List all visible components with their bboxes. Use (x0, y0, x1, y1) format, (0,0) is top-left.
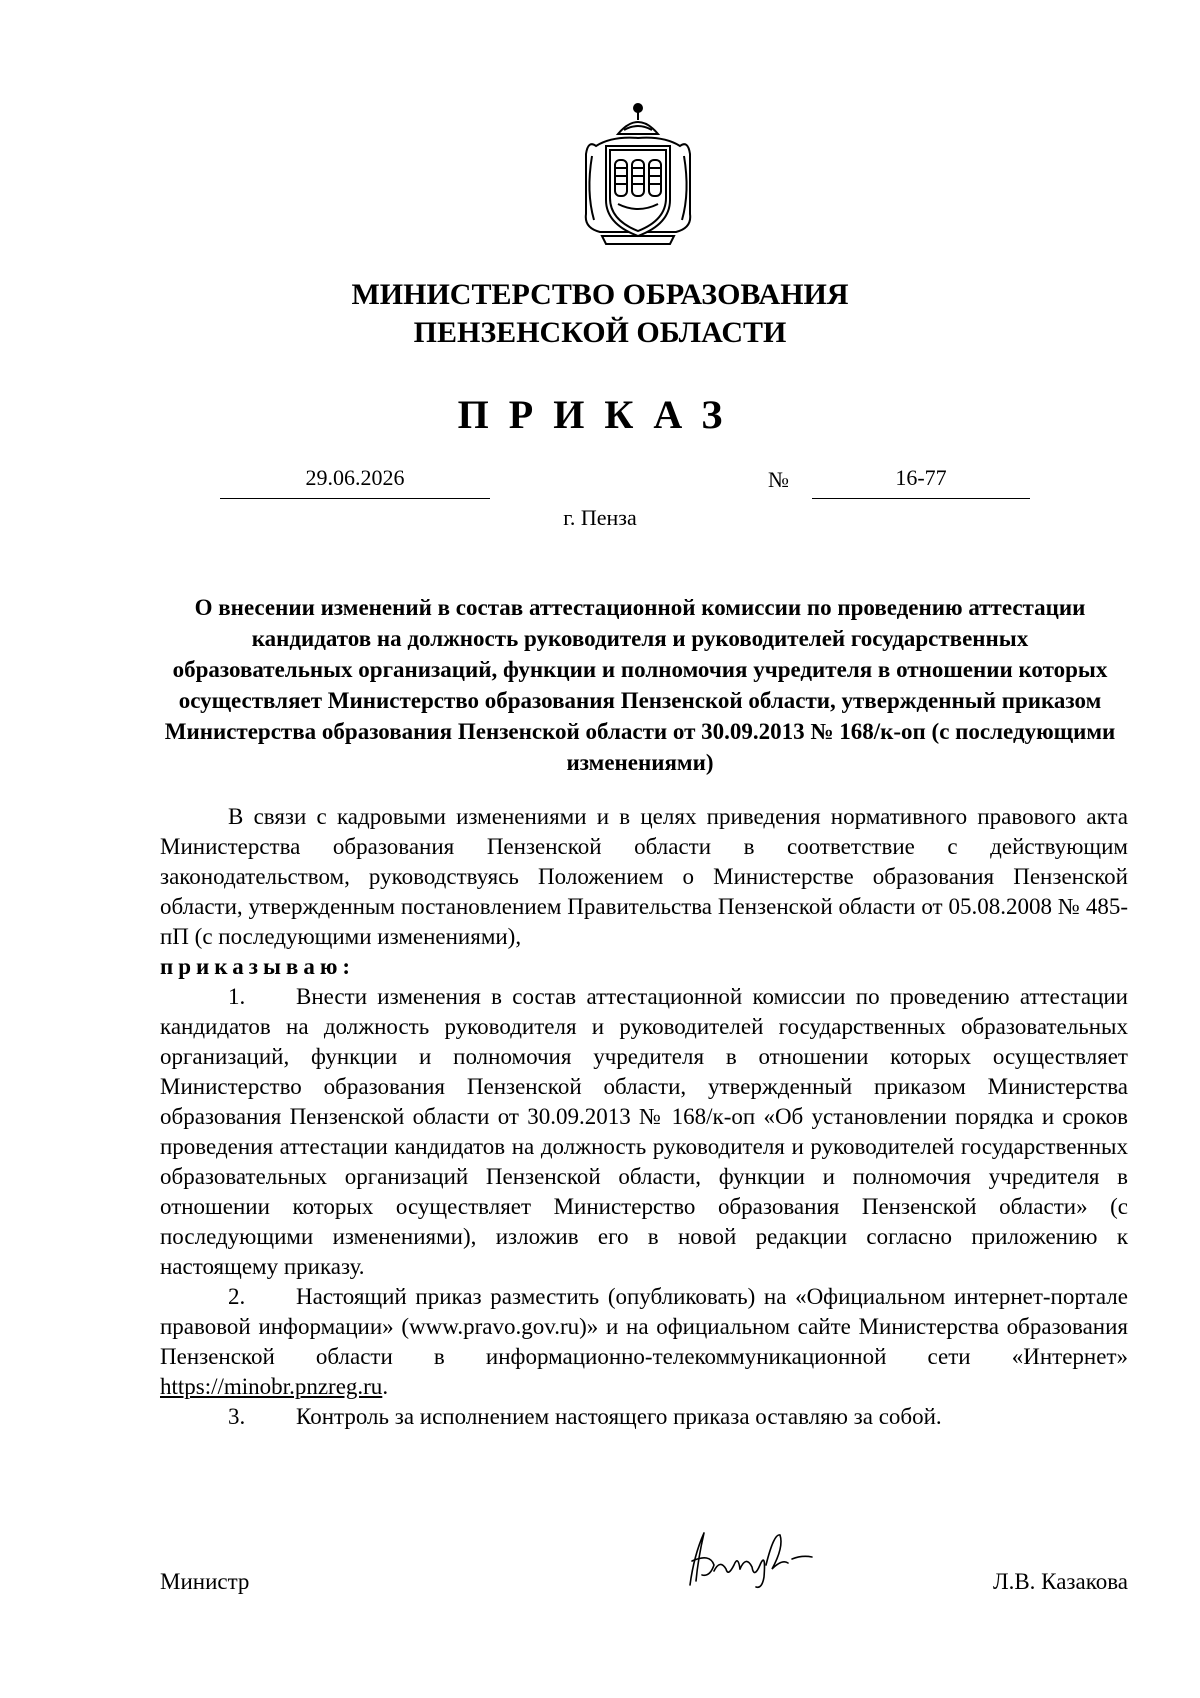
document-date: 29.06.2026 (220, 462, 490, 499)
ministry-name-line1: МИНИСТЕРСТВО ОБРАЗОВАНИЯ (351, 278, 849, 311)
order-word: приказываю: (160, 954, 356, 979)
signatory-name: Л.В. Казакова (992, 1569, 1128, 1594)
signatory-title: Министр (160, 1569, 250, 1594)
item-tail: . (382, 1374, 389, 1399)
document-number: 16-77 (812, 462, 1030, 499)
order-item-3 (160, 1402, 1128, 1432)
ministry-name-line2: ПЕНЗЕНСКОЙ ОБЛАСТИ (413, 316, 787, 349)
order-paragraph (160, 952, 1128, 982)
item-text: Контроль за исполнением настоящего приказа оставляю за собой. (296, 1404, 942, 1429)
item-number: 1. (228, 984, 246, 1009)
document-subject: О внесении изменений в состав аттестационной комиссии по проведению аттестации кандидатов на должность руководителя и руководителей государственных образовательных организаций, функции и полномочия учредителя в отношении которых осуществляет Министерство образования Пензенской области, утвержденный приказом Министерства образования Пензенской области от 30.09.2013 № 168/к-оп (с последующими изменениями) (164, 595, 1116, 775)
coat-of-arms-emblem (578, 96, 698, 248)
number-sign: № (768, 467, 789, 492)
document-city: г. Пенза (563, 505, 637, 530)
ministry-website-link[interactable]: https://minobr.pnzreg.ru (160, 1374, 383, 1399)
item-text: Внести изменения в состав аттестационной комиссии по проведению аттестации кандидатов на должность руководителя и руководителей государственных образовательных организаций, функции и полномочия учредителя в отношении которых осуществляет Министерство образования Пензенской области, утвержденный приказом Министерства образования Пензенской области от 30.09.2013 № 168/к-оп «Об установлении порядка и сроков проведения аттестации кандидатов на должность руководителя и руководителей государственных образовательных организаций Пензенской области, функции и полномочия учредителя в отношении которых осуществляет Министерство образования Пензенской области» (с последующими изменениями), изложив его в новой редакции согласно приложению к настоящему приказу. (160, 984, 1128, 1279)
order-item-1 (160, 982, 1128, 1282)
item-number: 2. (228, 1284, 246, 1309)
preamble-paragraph: В связи с кадровыми изменениями и в целях приведения нормативного правового акта Министерства образования Пензенской области в соответствие с действующим законодательством, руководствуясь Положением о Министерстве образования Пензенской области, утвержденным постановлением Правительства Пензенской области от 05.08.2008 № 485-пП (с последующими изменениями), (160, 804, 1128, 949)
handwritten-signature (680, 1525, 830, 1595)
item-number: 3. (228, 1404, 246, 1429)
item-text: Настоящий приказ разместить (опубликовать) на «Официальном интернет-портале правовой информации» (www.pravo.gov.ru)» и на официальном сайте Министерства образования Пензенской области в информационно-телекоммуникационной сети «Интернет» (160, 1284, 1128, 1369)
order-item-2 (160, 1282, 1128, 1402)
document-type-title: ПРИКАЗ (457, 392, 743, 437)
document-body (160, 802, 1128, 1432)
